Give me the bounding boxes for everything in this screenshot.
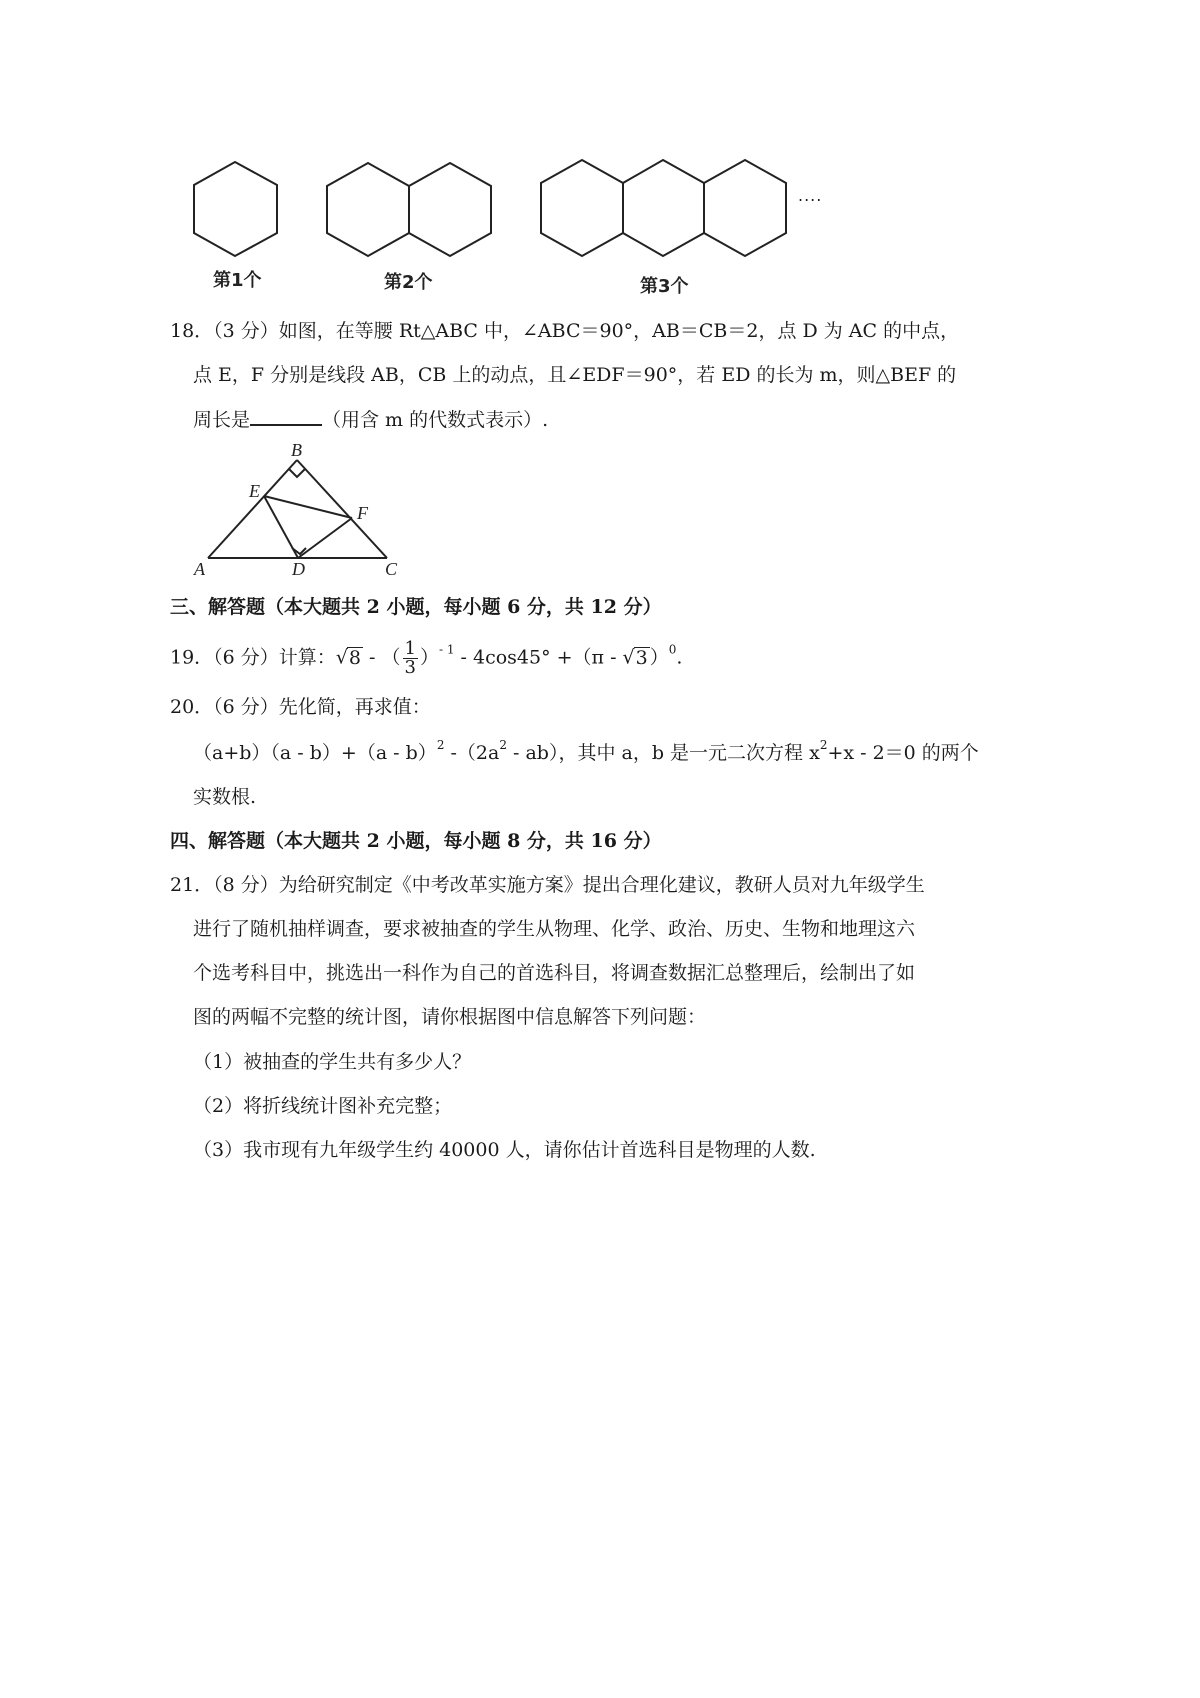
q21-sub-2: （2）将折线统计图补充完整； xyxy=(193,1095,453,1117)
q19-minus: - （ xyxy=(363,646,401,669)
fraction-one-third xyxy=(403,640,418,677)
label-F: F xyxy=(357,503,368,523)
answer-blank xyxy=(250,406,322,426)
q19-prefix: 19．（6 分）计算： xyxy=(170,646,336,669)
q21-sub-3: （3）我市现有九年级学生约 40000 人，请你估计首选科目是物理的人数. xyxy=(193,1139,816,1161)
exponent-zero: 0 xyxy=(668,642,677,657)
q19-after-fraction: ） xyxy=(419,646,439,669)
sqrt-sign-1: √ xyxy=(335,646,348,669)
segment-AB xyxy=(208,460,297,558)
q18-line-1: 18．（3 分）如图，在等腰 Rt△ABC 中，∠ABC＝90°，AB＝CB＝2，点 D 为 AC 的中点， xyxy=(170,320,960,342)
fraction-numerator: 1 xyxy=(404,638,416,659)
sqrt-radicand-3: 3 xyxy=(635,646,648,669)
hexagon-3-2 xyxy=(623,160,704,256)
q20-line-3: 实数根. xyxy=(193,786,257,808)
q21-sub-1: （1）被抽查的学生共有多少人？ xyxy=(193,1051,472,1073)
section-3-title: 三、解答题（本大题共 2 小题，每小题 6 分，共 12 分） xyxy=(170,596,662,618)
hexagon-2-2 xyxy=(409,163,491,256)
hexagon-3-1 xyxy=(541,160,623,256)
q21-line-3: 个选考科目中，挑选出一科作为自己的首选科目，将调查数据汇总整理后，绘制出了如 xyxy=(193,962,916,984)
q20-part-a: （a+b）（a - b）+（a - b） xyxy=(193,742,437,764)
q20-part-c: - ab），其中 a，b 是一元二次方程 x xyxy=(506,742,820,764)
exponent-negative-one: - 1 xyxy=(438,642,455,657)
hexagon-3-3 xyxy=(704,160,786,256)
segment-BC xyxy=(297,460,387,558)
figure-3-caption: 第3个 xyxy=(640,276,689,297)
q18-line-3-prefix: 周长是 xyxy=(193,409,251,431)
sqrt-radicand-8: 8 xyxy=(348,646,362,669)
q19-middle: - 4cos45° +（π - xyxy=(454,646,623,669)
q20-sup-a: 2 xyxy=(436,738,445,752)
label-B: B xyxy=(291,440,302,460)
q18-line-3 xyxy=(193,406,548,433)
hexagon-2-1 xyxy=(327,163,409,256)
figure-1-caption: 第1个 xyxy=(213,270,262,291)
q20-line-1: 20．（6 分）先化简，再求值： xyxy=(170,696,431,718)
triangle-figure xyxy=(0,430,420,590)
q18-line-3-suffix: （用含 m 的代数式表示）. xyxy=(322,409,549,431)
q20-part-d: +x - 2＝0 的两个 xyxy=(827,742,979,764)
segment-DF xyxy=(298,518,352,558)
sqrt-sign-2: √ xyxy=(622,646,635,669)
segment-EF xyxy=(264,496,352,518)
q21-line-4: 图的两幅不完整的统计图，请你根据图中信息解答下列问题： xyxy=(193,1006,707,1028)
hexagon-pattern-figure xyxy=(0,0,1200,330)
pattern-ellipsis: .... xyxy=(798,186,823,205)
q20-line-2 xyxy=(193,740,979,766)
label-C: C xyxy=(385,559,398,579)
q20-part-b: -（2a xyxy=(444,742,500,764)
q20-sup-c: 2 xyxy=(819,738,828,752)
label-D: D xyxy=(292,559,305,579)
q20-sup-b: 2 xyxy=(499,738,507,752)
q19-expression xyxy=(170,640,682,677)
figure-2-caption: 第2个 xyxy=(384,272,433,293)
section-4-title: 四、解答题（本大题共 2 小题，每小题 8 分，共 16 分） xyxy=(170,830,662,852)
label-E: E xyxy=(249,481,260,501)
q18-line-2: 点 E，F 分别是线段 AB，CB 上的动点，且∠EDF＝90°，若 ED 的长为 m，则△BEF 的 xyxy=(193,364,957,386)
q21-line-1: 21．（8 分）为给研究制定《中考改革实施方案》提出合理化建议，教研人员对九年级学生 xyxy=(170,874,925,896)
fraction-denominator: 3 xyxy=(404,657,416,678)
hexagon-1-1 xyxy=(194,162,277,256)
right-angle-marker-B xyxy=(289,469,305,477)
label-A: A xyxy=(194,559,205,579)
q21-line-2: 进行了随机抽样调查，要求被抽查的学生从物理、化学、政治、历史、生物和地理这六 xyxy=(193,918,916,940)
q19-end: . xyxy=(676,646,683,669)
q19-close: ） xyxy=(649,646,669,669)
